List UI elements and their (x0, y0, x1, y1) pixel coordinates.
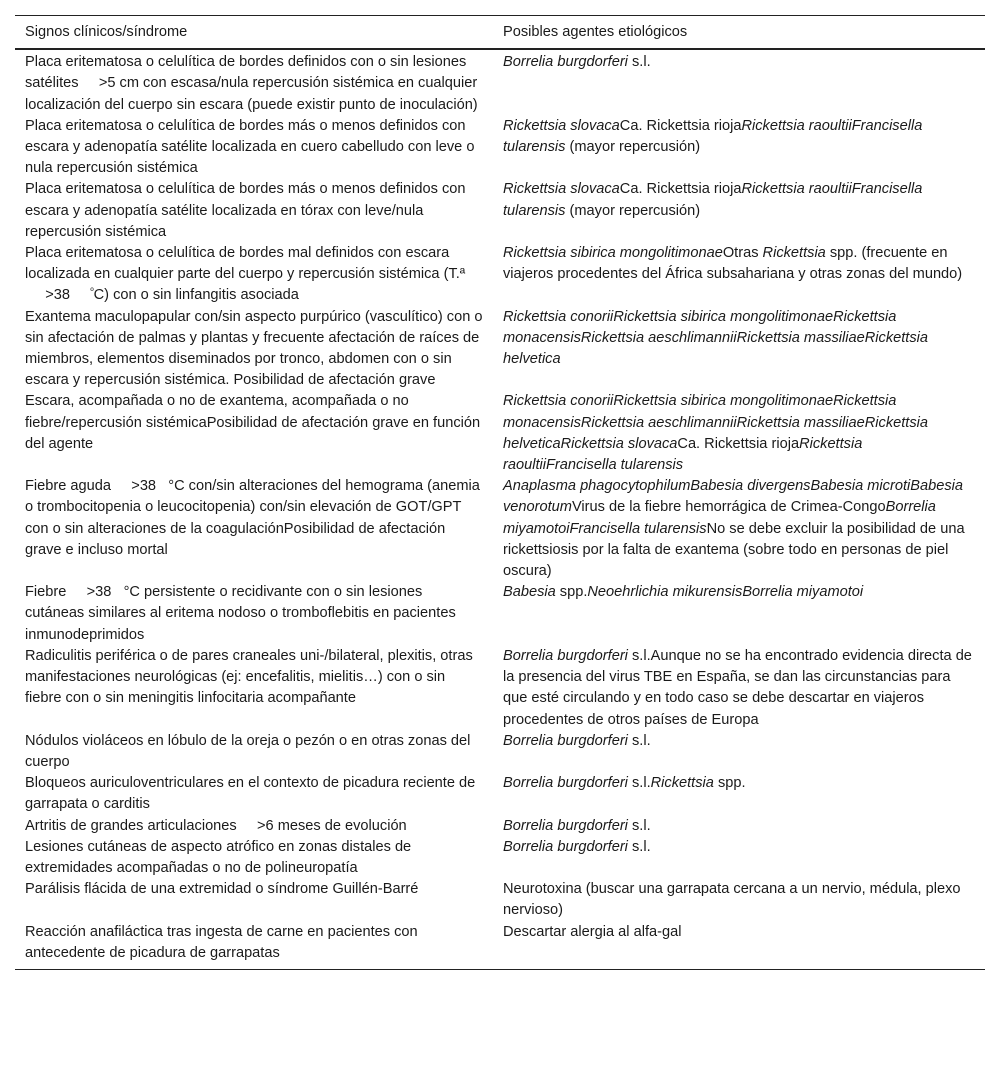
table-row (15, 476, 985, 582)
clinical-signs-cell: Placa eritematosa o celulítica de bordes definidos con o sin lesiones satélites >5 cm con escasa/nula repercusión sistémica en cualquier localización del cuerpo sin escara (puede existir punto de inoculación) (25, 54, 478, 113)
clinical-signs-cell: Nódulos violáceos en lóbulo de la oreja o pezón o en otras zonas del cuerpo (25, 732, 471, 770)
clinical-signs-cell: Placa eritematosa o celulítica de bordes mal definidos con escara localizada en cualquier parte del cuerpo y repercusión sistémica (T.ª >38 $^º$C) con o sin linfangitis asociada (25, 245, 466, 304)
table-row (15, 116, 985, 180)
header-etiologic-agents: Posibles agentes etiológicos (503, 24, 688, 40)
etiologic-agents-cell: Borrelia burgdorferi s.l.Rickettsia spp. (503, 775, 746, 792)
etiologic-agents-cell: Borrelia burgdorferi s.l.Aunque no se ha encontrado evidencia directa de la presencia del virus TBE en España, se dan las circunstancias para que esté circulando y en todo caso se debe descartar en viajeros procedentes de otros países de Europa (503, 647, 972, 728)
table-header-row (15, 16, 985, 50)
clinical-signs-cell: Bloqueos auriculoventriculares en el contexto de picadura reciente de garrapata o carditis (25, 775, 476, 813)
etiologic-agents-cell: Rickettsia conoriiRickettsia sibirica mongolitimonaeRickettsia monacensisRickettsia aeschlimanniiRickettsia massiliaeRickettsia helveticaRickettsia slovacaCa. Rickettsia riojaRickettsia raoultiiFrancisella tularensis (503, 393, 929, 474)
etiologic-agents-cell: Borrelia burgdorferi s.l. (503, 732, 651, 749)
clinical-table (15, 15, 985, 970)
clinical-signs-cell: Placa eritematosa o celulítica de bordes más o menos definidos con escara y adenopatía satélite localizada en cuero cabelludo con leve o nula repercusión sistémica (25, 117, 475, 177)
etiologic-agents-cell: Rickettsia conoriiRickettsia sibirica mongolitimonaeRickettsia monacensisRickettsia aeschlimanniiRickettsia massiliaeRickettsia helvetica (503, 308, 929, 368)
clinical-signs-cell: Escara, acompañada o no de exantema, acompañada o no fiebre/repercusión sistémicaPosibilidad de afectación grave en función del agente (25, 393, 481, 452)
clinical-signs-cell: Radiculitis periférica o de pares craneales uni-/bilateral, plexitis, otras manifestaciones neurológicas (ej: encefalitis, mielitis…) con o sin fiebre con o sin meningitis linfocitaria acompañante (25, 647, 473, 707)
table-row (15, 773, 985, 815)
table-row (15, 816, 985, 837)
table-row (15, 646, 985, 731)
clinical-signs-cell: Reacción anafiláctica tras ingesta de carne en pacientes con antecedente de picadura de garrapatas (25, 923, 418, 961)
etiologic-agents-cell: Neurotoxina (buscar una garrapata cercana a un nervio, médula, plexo nervioso) (503, 881, 961, 919)
clinical-signs-cell: Placa eritematosa o celulítica de bordes más o menos definidos con escara y adenopatía satélite localizada en tórax con leve/nula repercusión sistémica (25, 181, 466, 240)
etiologic-agents-cell: Descartar alergia al alfa-gal (503, 923, 682, 940)
etiologic-agents-cell: Rickettsia slovacaCa. Rickettsia riojaRickettsia raoultiiFrancisella tularensis (mayor repercusión) (503, 117, 923, 156)
table-row (15, 582, 985, 646)
table-row (15, 243, 985, 307)
clinical-signs-cell: Fiebre aguda >38 °C con/sin alteraciones del hemograma (anemia o trombocitopenia o leucocitopenia) con/sin elevación de GOT/GPT con o sin alteraciones de la coagulaciónPosibilidad de afectación grave e incluso mortal (25, 478, 480, 558)
clinical-signs-cell: Lesiones cutáneas de aspecto atrófico en zonas distales de extremidades acompañadas o no de polineuropatía (25, 838, 412, 876)
etiologic-agents-cell: Borrelia burgdorferi s.l. (503, 838, 651, 855)
header-clinical-signs: Signos clínicos/síndrome (25, 24, 188, 40)
table-container (15, 15, 985, 970)
clinical-signs-cell: Exantema maculopapular con/sin aspecto purpúrico (vasculítico) con o sin afectación de palmas y plantas y frecuente afectación de raíces de miembros, elementos diseminados por tronco, abdomen con o sin escara y repercusión sistémica. Posibilidad de afectación grave (25, 308, 483, 389)
table-row (15, 391, 985, 476)
clinical-signs-cell: Artritis de grandes articulaciones >6 meses de evolución (25, 817, 407, 834)
etiologic-agents-cell: Babesia spp.Neoehrlichia mikurensisBorrelia miyamotoi (503, 584, 864, 601)
etiologic-agents-cell: Borrelia burgdorferi s.l. (503, 817, 651, 834)
etiologic-agents-cell: Borrelia burgdorferi s.l. (503, 54, 651, 71)
etiologic-agents-cell: Rickettsia sibirica mongolitimonaeOtras Rickettsia spp. (frecuente en viajeros procedentes del África subsahariana y otras zonas del mundo) (503, 245, 963, 283)
clinical-signs-cell: Fiebre >38 °C persistente o recidivante con o sin lesiones cutáneas similares al eritema nodoso o tromboflebitis en pacientes inmunodeprimidos (25, 584, 456, 643)
table-row (15, 179, 985, 243)
table-row (15, 922, 985, 970)
table-row (15, 731, 985, 773)
clinical-signs-cell: Parálisis flácida de una extremidad o síndrome Guillén-Barré (25, 881, 419, 898)
etiologic-agents-cell: Anaplasma phagocytophilumBabesia divergensBabesia microtiBabesia venorotumVirus de la fiebre hemorrágica de Crimea-CongoBorrelia miyamotoiFrancisella tularensisNo se debe excluir la posibilidad de una rickettsiosis por la falta de exantema (sobre todo en personas de piel oscura) (503, 478, 965, 580)
table-row (15, 879, 985, 921)
etiologic-agents-cell: Rickettsia slovacaCa. Rickettsia riojaRickettsia raoultiiFrancisella tularensis (mayor repercusión) (503, 181, 923, 219)
table-row (15, 307, 985, 392)
table-row (15, 49, 985, 116)
table-row (15, 837, 985, 879)
